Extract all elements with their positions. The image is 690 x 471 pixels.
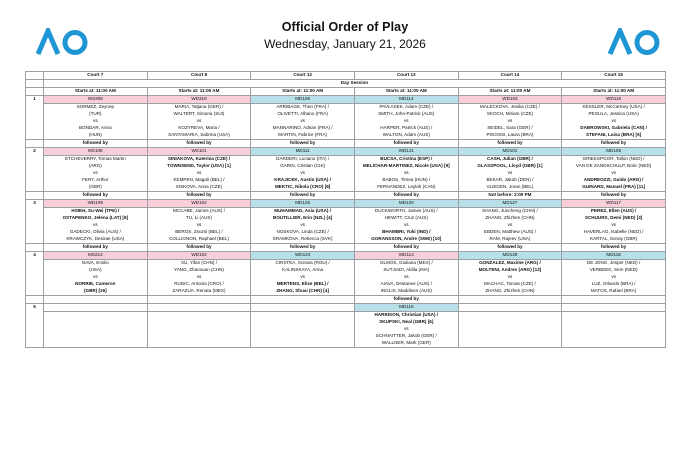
match-code: WS101 — [147, 148, 251, 156]
team-two-line: ZARAZUA, Renata (MEX) — [172, 288, 226, 293]
team-one-line: PAVLASEK, Adam (CZE) / — [379, 104, 434, 109]
team-one-line: GRIEKSPOOR, Tallon (NED) / — [582, 156, 645, 161]
vs-label: vs — [507, 170, 513, 175]
team-one-line: (TUR) — [89, 111, 102, 116]
team-two-line: (GBR) — [88, 184, 102, 189]
match-cell — [44, 208, 148, 244]
match-code: WD319 — [147, 96, 251, 104]
team-two-line: ZHANG, Shuai (CHN) [4] — [276, 288, 329, 293]
empty-cell — [147, 312, 251, 348]
followed-by-label: followed by — [251, 192, 355, 200]
followed-by-label: followed by — [354, 192, 458, 200]
team-one-line: WALTERT, Simona (SUI) — [173, 111, 225, 116]
team-two-line: BEKAR, Jakob (DEN) / — [486, 177, 534, 182]
team-one-line: MUHAMMAD, Asia (USA) / — [274, 208, 332, 213]
team-two-line: SEIDEL, Sara (GER) / — [487, 125, 533, 130]
vs-label: vs — [404, 222, 409, 227]
team-two-line: MATOS, Rafael (BRA) — [590, 288, 637, 293]
vs-label: vs — [93, 222, 98, 227]
vs-label: vs — [196, 170, 202, 175]
session-corner — [26, 80, 44, 88]
row-number: 1 — [26, 96, 44, 140]
match-cell — [251, 104, 355, 140]
vs-label: vs — [611, 222, 616, 227]
team-one-line: SKOCH, Miriam (CZE) — [486, 111, 534, 116]
match-cell — [458, 156, 562, 192]
followed-by-label: followed by — [562, 244, 666, 252]
followed-by-label: followed by — [354, 140, 458, 148]
row-number: 2 — [26, 148, 44, 192]
team-one-line: ETCHEVERRY, Tomas Martin — [64, 156, 126, 161]
team-two-line: SISKOVA, Anna (CZE) — [175, 184, 223, 189]
court-header-6: Court 15 — [562, 72, 666, 80]
team-one-line: TU, Li (AUS) — [185, 215, 212, 220]
match-code: MS213 — [44, 252, 148, 260]
vs-label: vs — [93, 170, 98, 175]
vs-label: vs — [507, 274, 513, 279]
vs-label: vs — [611, 118, 616, 123]
followed-by-label — [562, 296, 666, 304]
team-two-line: FERNANDEZ, Leylah (CAN) — [377, 184, 436, 189]
followed-by-label: followed by — [44, 140, 148, 148]
team-one-line: CASH, Julian (GBR) / — [486, 156, 533, 161]
match-cell — [147, 208, 251, 244]
followed-by-label: followed by — [354, 296, 458, 304]
team-one-line: PEREZ, Ellen (AUS) / — [590, 208, 637, 213]
team-one-line: DUCKWORTH, James (AUS) / — [374, 208, 438, 213]
team-two-line: HARPER, Patrick (AUS) / — [380, 125, 433, 130]
team-one-line: ZHANG, Zhizhen (CHN) — [485, 215, 535, 220]
match-code: WD102 — [147, 200, 251, 208]
team-one-line: MALECKOVA, Jesika (CZE) / — [480, 104, 540, 109]
vs-label: vs — [93, 274, 98, 279]
match-cell — [354, 260, 458, 296]
team-two-line: KARTAL, Sonay (GBR) — [589, 236, 638, 241]
court-header-3: Court 12 — [251, 72, 355, 80]
team-two-line: RAM, Rajeev (USA) — [489, 236, 531, 241]
team-one-line: GARIN, Cristian (CHI) — [280, 163, 326, 168]
team-one-line: (USA) — [89, 267, 102, 272]
match-code: WD121 — [354, 148, 458, 156]
empty-cell — [251, 304, 355, 312]
empty-cell — [562, 304, 666, 312]
row-number: 4 — [26, 252, 44, 296]
court-header-2: Court 8 — [147, 72, 251, 80]
team-two-line: (HUN) — [88, 132, 102, 137]
match-code: MD115 — [354, 304, 458, 312]
team-two-line: SCHNAITTER, Jakob (GER) / — [375, 333, 437, 338]
team-one-line: HEWITT, Cruz (AUS) — [384, 215, 428, 220]
followed-by-label: Not before: 2:00 PM — [458, 192, 562, 200]
match-cell — [354, 208, 458, 244]
match-cell — [458, 104, 562, 140]
match-cell — [354, 312, 458, 348]
match-cell — [147, 156, 251, 192]
match-cell — [251, 208, 355, 244]
match-cell — [44, 104, 148, 140]
match-cell — [251, 156, 355, 192]
match-code: WD102 — [147, 252, 251, 260]
team-one-line: BUCSA, Cristina (ESP) / — [380, 156, 433, 161]
match-cell — [562, 104, 666, 140]
match-code: WD114 — [354, 252, 458, 260]
match-cell — [354, 156, 458, 192]
team-two-line: MEKTIC, Nikola (CRO) [8] — [274, 184, 331, 189]
team-two-line: MERTENS, Elise (BEL) / — [276, 281, 329, 286]
match-code: WS305 — [44, 96, 148, 104]
team-two-line: KRAWCZYK, Desirae (USA) — [66, 236, 125, 241]
match-cell — [44, 156, 148, 192]
match-code: WD124 — [251, 252, 355, 260]
row-number: 5 — [26, 304, 44, 348]
team-one-line: KALINSKAYA, Anna — [282, 267, 324, 272]
vs-label: vs — [404, 170, 409, 175]
empty-cell — [147, 304, 251, 312]
title-block — [0, 20, 690, 51]
team-one-line: SORMEZ, Zeynep — [76, 104, 115, 109]
match-cell — [458, 208, 562, 244]
followed-by-label: followed by — [458, 140, 562, 148]
order-of-play-table — [25, 71, 666, 348]
vs-label: vs — [404, 274, 409, 279]
match-code: MD125 — [251, 200, 355, 208]
court-header-1: Court 7 — [44, 72, 148, 80]
session-label: Day Session — [44, 80, 666, 88]
team-two-line: KRAJICEK, Austin (USA) / — [274, 177, 332, 182]
empty-cell — [562, 312, 666, 348]
start-time: Starts at: 11:00 AM — [147, 88, 251, 96]
team-two-line: MANNARINO, Adrian (FRA) / — [272, 125, 333, 130]
team-one-line: MOLTENI, Andres (ARG) [13] — [478, 267, 542, 272]
team-two-line: BABOS, Timea (HUN) / — [382, 177, 431, 182]
followed-corner — [26, 192, 44, 200]
followed-by-label: followed by — [147, 140, 251, 148]
court-header-5: Court 14 — [458, 72, 562, 80]
match-code: MD120 — [354, 200, 458, 208]
team-one-line: SHANG, Juncheng (CHN) / — [482, 208, 538, 213]
match-code: MD106 — [251, 96, 355, 104]
starts-corner — [26, 88, 44, 96]
team-one-line: CIRSTEA, Sorana (ROU) / — [275, 260, 330, 265]
team-two-line: WALLNER, Mark (GER) — [381, 340, 431, 345]
team-two-line: INGLIS, Maddison (AUS) — [380, 288, 432, 293]
team-one-line: (ARG) — [88, 163, 102, 168]
vs-label: vs — [300, 118, 305, 123]
team-one-line: MCCABE, James (AUS) / — [172, 208, 226, 213]
court-header-4: Court 13 — [354, 72, 458, 80]
team-two-line: FERY, Arthur — [82, 177, 109, 182]
team-one-line: ARRIBAGE, Theo (FRA) / — [276, 104, 330, 109]
team-two-line: MACHAC, Tomas (CZE) / — [483, 281, 536, 286]
team-one-line: SKUPSKI, Neal (GBR) [6] — [379, 319, 434, 324]
match-code: MD118 — [562, 252, 666, 260]
team-two-line: KEMPEN, Magali (BEL) / — [173, 177, 225, 182]
team-two-line: GORANSSON, Andre (SWE) [10] — [371, 236, 442, 241]
team-two-line: DABROWSKI, Gabriela (CAN) / — [580, 125, 647, 130]
followed-by-label: followed by — [147, 244, 251, 252]
team-two-line: BEROS, Zsuzsi (BEL) / — [175, 229, 223, 234]
team-one-line: SCHUURS, Demi (NED) [3] — [584, 215, 643, 220]
followed-by-label: followed by — [251, 140, 355, 148]
followed-corner — [26, 244, 44, 252]
team-two-line: VLIEGEN, Joran (BEL) — [486, 184, 534, 189]
followed-by-label: followed by — [44, 244, 148, 252]
match-code: MD114 — [354, 96, 458, 104]
team-one-line: OSTAPENKO, Jelena (LAT) [8] — [62, 215, 129, 220]
vs-label: vs — [300, 170, 305, 175]
match-cell — [354, 104, 458, 140]
team-one-line: SMITH, John-Patrick (AUS) — [378, 111, 435, 116]
row-number: 3 — [26, 200, 44, 244]
team-one-line: MELICHAR-MARTINEZ, Nicole (USA) [9] — [362, 163, 450, 168]
page-date: Wednesday, January 21, 2026 — [264, 37, 426, 51]
team-two-line: ANDREOZZI, Guido (ARG) / — [583, 177, 644, 182]
team-one-line: DE JONG, Jesper (NED) / — [586, 260, 641, 265]
team-two-line: KOZYREVA, Maria / — [178, 125, 220, 130]
team-two-line: SANTAMARIA, Sabrina (USA) — [168, 132, 230, 137]
team-one-line: PEGULA, Jessica (USA) — [588, 111, 639, 116]
team-one-line: OLIVETTI, Albano (FRA) — [277, 111, 328, 116]
followed-by-label: followed by — [562, 192, 666, 200]
match-code: WD116 — [562, 96, 666, 104]
followed-corner — [26, 140, 44, 148]
followed-by-label: followed by — [458, 244, 562, 252]
followed-corner — [26, 296, 44, 304]
vs-label: vs — [611, 170, 616, 175]
match-code: WD117 — [562, 200, 666, 208]
team-two-line: (GBR) [26] — [83, 288, 107, 293]
team-two-line: PIGOSSI, Laura (BRA) — [486, 132, 534, 137]
vs-label: vs — [300, 274, 305, 279]
match-cell — [562, 260, 666, 296]
team-one-line: OLMOS, Giuliana (MEX) / — [379, 260, 433, 265]
match-code: MD101 — [458, 148, 562, 156]
empty-cell — [458, 312, 562, 348]
start-time: Starts at: 11:00 AM — [251, 88, 355, 96]
page-title: Official Order of Play — [281, 20, 409, 34]
vs-label: vs — [196, 274, 202, 279]
match-code: MS108 — [44, 148, 148, 156]
team-one-line: TOWNSEND, Taylor (USA) [1] — [167, 163, 231, 168]
team-one-line: GONZALEZ, Maxime (ARG) / — [479, 260, 541, 265]
match-cell — [251, 260, 355, 296]
match-code: MD111 — [251, 148, 355, 156]
match-cell — [562, 156, 666, 192]
team-one-line: MARIA, Tatjana (GER) / — [174, 104, 224, 109]
team-two-line: GADECKI, Olivia (AUS) / — [69, 229, 121, 234]
team-two-line: LUZ, Orlando (BRA) / — [591, 281, 636, 286]
team-two-line: STEFANI, Luisa (BRA) [6] — [586, 132, 642, 137]
team-two-line: EBDEN, Matthew (AUS) / — [483, 229, 536, 234]
team-one-line: SUTJIADI, Aldila (INA) — [383, 267, 430, 272]
vs-label: vs — [507, 118, 513, 123]
match-code: MD108 — [562, 148, 666, 156]
team-two-line: GUINARD, Manuel (FRA) [11] — [582, 184, 645, 189]
followed-by-label — [458, 296, 562, 304]
team-one-line: DARDERI, Luciano (ITA) / — [276, 156, 330, 161]
team-one-line: HARRISON, Christian (USA) / — [374, 312, 439, 317]
team-one-line: VAN DE ZANDSCHULP, Botic (NED) — [575, 163, 652, 168]
corner-cell — [26, 72, 44, 80]
match-code: WD103 — [458, 96, 562, 104]
team-two-line: MARTIN, Fabrice (FRA) — [278, 132, 328, 137]
match-code: WD109 — [44, 200, 148, 208]
empty-cell — [44, 304, 148, 312]
followed-by-label: followed by — [147, 192, 251, 200]
vs-label: vs — [404, 118, 409, 123]
team-two-line: COLLIGNON, Raphael (BEL) — [169, 236, 229, 241]
team-two-line: ZHANG, Zhizhen (CHN) — [485, 288, 535, 293]
match-cell — [562, 208, 666, 244]
start-time: Starts at: 11:00 AM — [44, 88, 148, 96]
vs-label: vs — [93, 118, 98, 123]
vs-label: vs — [300, 222, 305, 227]
team-two-line: SRAMKOVA, Rebecca (SVK) — [272, 236, 333, 241]
followed-by-label: followed by — [44, 192, 148, 200]
team-two-line: NORRIE, Cameron — [75, 281, 116, 286]
team-two-line: BONDAR, Anna — [78, 125, 112, 130]
match-cell — [44, 260, 148, 296]
team-one-line: KESSLER, McCartney (USA) / — [582, 104, 645, 109]
team-one-line: GLASSPOOL, Lloyd (GBR) [1] — [477, 163, 543, 168]
vs-label: vs — [404, 326, 409, 331]
team-one-line: VERBEEK, Sem (NED) — [589, 267, 638, 272]
team-two-line: WALTON, Adam (AUS) — [382, 132, 430, 137]
followed-by-label: followed by — [251, 244, 355, 252]
vs-label: vs — [196, 222, 202, 227]
followed-by-label: followed by — [562, 140, 666, 148]
team-two-line: NOSKOVA, Linda (CZE) / — [276, 229, 329, 234]
start-time: Starts at: 11:00 AM — [458, 88, 562, 96]
followed-by-label — [251, 296, 355, 304]
match-cell — [458, 260, 562, 296]
match-code: MD129 — [458, 252, 562, 260]
followed-by-label — [147, 296, 251, 304]
match-cell — [147, 104, 251, 140]
vs-label: vs — [507, 222, 513, 227]
team-one-line: NAVA, Emilio — [81, 260, 109, 265]
start-time: Starts at: 11:00 AM — [562, 88, 666, 96]
team-two-line: BHAMBRI, Yuki (IND) / — [382, 229, 431, 234]
match-code: MD127 — [458, 200, 562, 208]
empty-cell — [251, 312, 355, 348]
vs-label: vs — [196, 118, 202, 123]
empty-cell — [44, 312, 148, 348]
team-one-line: XU, Yifan (CHN) / — [180, 260, 217, 265]
team-one-line: HSIEH, Su-Wei (TPE) / — [71, 208, 120, 213]
followed-by-label: followed by — [354, 244, 458, 252]
team-one-line: SINIAKOVA, Katerina (CZE) / — [167, 156, 231, 161]
team-two-line: RUDIC, Antonia (CRO) / — [174, 281, 224, 286]
team-two-line: HAVERLAG, Isabelle (NED) / — [583, 229, 644, 234]
followed-by-label — [44, 296, 148, 304]
vs-label: vs — [611, 274, 616, 279]
empty-cell — [458, 304, 562, 312]
match-cell — [147, 260, 251, 296]
team-one-line: YANG, Zhaoxuan (CHN) — [174, 267, 224, 272]
team-one-line: BOUTILLIER, Erin (NZL) [4] — [273, 215, 333, 220]
start-time: Starts at: 11:00 AM — [354, 88, 458, 96]
team-two-line: AIAVA, Destanee (AUS) / — [380, 281, 432, 286]
